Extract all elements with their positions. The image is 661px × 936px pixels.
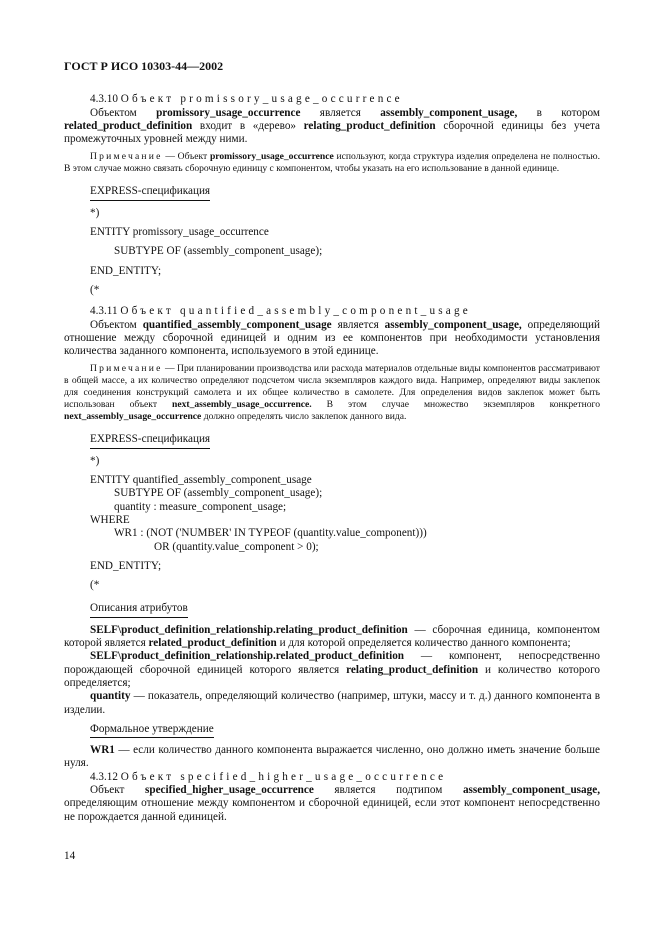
code-line: SUBTYPE OF (assembly_component_usage);	[114, 245, 323, 258]
code-line: END_ENTITY;	[90, 264, 162, 277]
code-line: WHERE	[90, 513, 130, 526]
section-number: 4.3.11	[90, 305, 118, 318]
section-title: Объект promissory_usage_occurrence	[120, 93, 403, 106]
bold-term: SELF\product_definition_relationship.relating_product_definition	[90, 623, 408, 636]
attribute-description: SELF\product_definition_relationship.relating_product_definition — сборочная единица, компонентом которой является related_product_definition и для которой определяется количество данного компонента;	[64, 623, 600, 650]
attributes-heading: Описания атрибутов	[90, 602, 188, 617]
note-text: — Объект promissory_usage_occurrence используют, когда структура изделия определена не полностью. В этом случае можно связать сборочную единицу с компонентом, чтобы указать на его использование в данной единице.	[64, 151, 600, 175]
note	[64, 363, 600, 423]
page-number: 14	[64, 850, 76, 862]
note-label: Примечание	[90, 363, 163, 375]
bold-term: next_assembly_usage_occurrence.	[171, 399, 312, 411]
code-block	[90, 207, 600, 297]
bold-term: promissory_usage_occurrence	[209, 151, 334, 163]
code-line: WR1 : (NOT ('NUMBER' IN TYPEOF (quantity.value_component)))	[114, 527, 427, 540]
bold-term: related_product_definition	[64, 119, 193, 132]
bold-term: related_product_definition	[148, 637, 277, 650]
paragraph: Объект specified_higher_usage_occurrence является подтипом assembly_component_usage, определяющим отношение между компонентом и сборочной единицей, если этот компонент непосредственно не порождается данной единицей.	[64, 783, 600, 823]
code-line: SUBTYPE OF (assembly_component_usage);	[114, 487, 323, 500]
note-label: Примечание	[90, 151, 163, 163]
bold-term: SELF\product_definition_relationship.related_product_definition	[90, 650, 405, 663]
code-block	[90, 455, 600, 593]
code-line: *)	[90, 206, 100, 219]
code-line: ENTITY promissory_usage_occurrence	[90, 226, 269, 239]
bold-term: relating_product_definition	[346, 663, 479, 676]
bold-term: promissory_usage_occurrence	[156, 106, 301, 119]
section-title: Объект quantified_assembly_component_usage	[120, 305, 471, 318]
code-line: OR (quantity.value_component > 0);	[154, 540, 319, 553]
express-heading: EXPRESS-спецификация	[90, 433, 210, 448]
code-line: END_ENTITY;	[90, 559, 162, 572]
section-title: Объект specified_higher_usage_occurrence	[120, 770, 447, 783]
express-heading: EXPRESS-спецификация	[90, 185, 210, 200]
attribute-description: SELF\product_definition_relationship.related_product_definition — компонент, непосредственно порождающей сборочной единицей которого является relating_product_definition и количество которого определяется;	[64, 650, 600, 689]
note	[64, 151, 600, 175]
paragraph: Объектом promissory_usage_occurrence является assembly_component_usage, в котором related_product_definition входит в «дерево» relating_product_definition сборочной единицы без учета промежуточных уровней между ними.	[64, 106, 600, 146]
document-page	[64, 60, 600, 824]
note-text: — При планировании производства или расхода материалов отдельные виды компонентов рассматривают в общей массе, а их количество определяют подсчетом числа экземпляров каждого вида. Например, определяют виды заклепок для соединения конструкций самолета и их общее количество в самолете. Для определения видов заклепок может быть использован объект next_assembly_usage_occurrence. В этом случае множество экземпляров конкретного next_assembly_usage_occurrence должно определять число заклепок данного вида.	[64, 363, 601, 423]
bold-term: WR1	[90, 744, 115, 757]
paragraph: Объектом quantified_assembly_component_usage является assembly_component_usage, определяющий отношение между сборочной единицей и одним из ее компонентов при необходимости установления количества заданного компонента, используемого в этой единице.	[64, 318, 601, 358]
section-4-3-12	[64, 771, 600, 824]
formal-rule: WR1 — если количество данного компонента выражается численно, оно должно иметь значение больше нуля.	[64, 744, 600, 770]
bold-term: relating_product_definition	[303, 119, 436, 132]
bold-term: quantified_assembly_component_usage	[142, 318, 332, 331]
code-line: quantity : measure_component_usage;	[114, 500, 287, 513]
section-number: 4.3.10	[90, 93, 118, 106]
section-4-3-10	[64, 93, 600, 297]
bold-term: quantity	[90, 690, 131, 703]
attribute-description: quantity — показатель, определяющий количество (например, штуки, массу и т. д.) данного компонента в изделии.	[64, 690, 600, 716]
code-line: ENTITY quantified_assembly_component_usage	[90, 474, 312, 487]
formal-heading: Формальное утверждение	[90, 723, 214, 738]
bold-term: assembly_component_usage,	[380, 106, 518, 119]
bold-term: assembly_component_usage,	[384, 318, 522, 331]
document-header: ГОСТ Р ИСО 10303-44—2002	[64, 59, 224, 73]
section-number: 4.3.12	[90, 770, 118, 783]
bold-term: next_assembly_usage_occurrence	[64, 411, 202, 423]
code-line: *)	[90, 454, 100, 467]
bold-term: assembly_component_usage,	[462, 783, 600, 796]
code-line: (*	[90, 579, 100, 592]
code-line: (*	[90, 283, 100, 296]
section-4-3-11	[64, 305, 600, 770]
bold-term: specified_higher_usage_occurrence	[145, 783, 314, 796]
